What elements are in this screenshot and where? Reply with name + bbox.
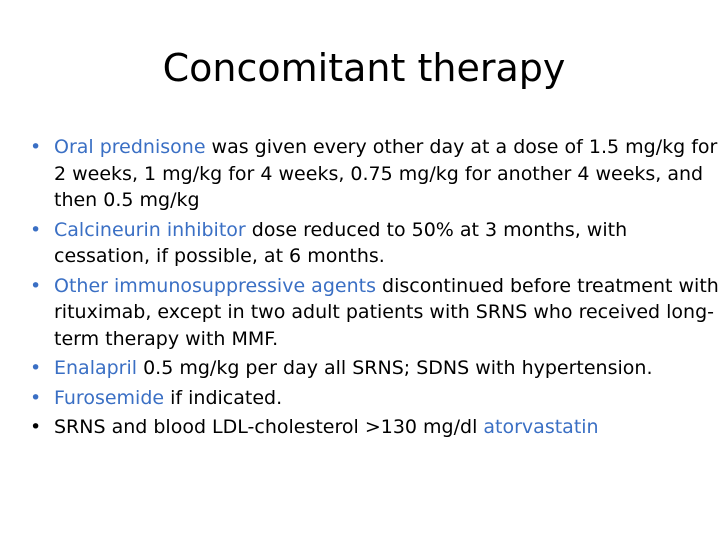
bullet-highlight: atorvastatin xyxy=(483,416,599,438)
bullet-text: dose reduced to 50% at 3 months, with cessation, if possible, at 6 months. xyxy=(54,218,628,267)
bullet-enalapril xyxy=(30,355,720,382)
bullet-highlight: Enalapril xyxy=(54,357,138,379)
bullet-text: discontinued before treatment with rituximab, except in two adult patients with SRNS who received long-term therapy with MMF. xyxy=(54,274,719,350)
bullet-oral-prednisone xyxy=(30,134,720,214)
bullet-highlight: Other immunosuppressive agents xyxy=(54,274,376,297)
bullet-text: if indicated. xyxy=(164,386,283,409)
bullet-srns-atorvastatin xyxy=(30,414,720,441)
bullet-furosemide xyxy=(30,385,720,412)
bullet-text: 0.5 mg/kg per day all SRNS; SDNS with hypertension. xyxy=(137,357,653,379)
bullet-other-immunosuppressive xyxy=(30,273,720,353)
bullet-text: was given every other day at a dose of 1.5 mg/kg for 2 weeks, 1 mg/kg for 4 weeks, 0.75 mg/kg for another 4 weeks, and then 0.5 mg/kg xyxy=(54,136,718,211)
bullet-highlight: Calcineurin inhibitor xyxy=(54,218,246,241)
bullet-highlight: Oral prednisone xyxy=(54,136,206,158)
bullet-text: SRNS and blood LDL-cholesterol >130 mg/dl xyxy=(54,416,484,438)
slide-title: Concomitant therapy xyxy=(162,46,566,90)
bullet-list xyxy=(30,134,720,444)
bullet-highlight: Furosemide xyxy=(54,386,165,409)
bullet-calcineurin-inhibitor xyxy=(30,217,720,270)
